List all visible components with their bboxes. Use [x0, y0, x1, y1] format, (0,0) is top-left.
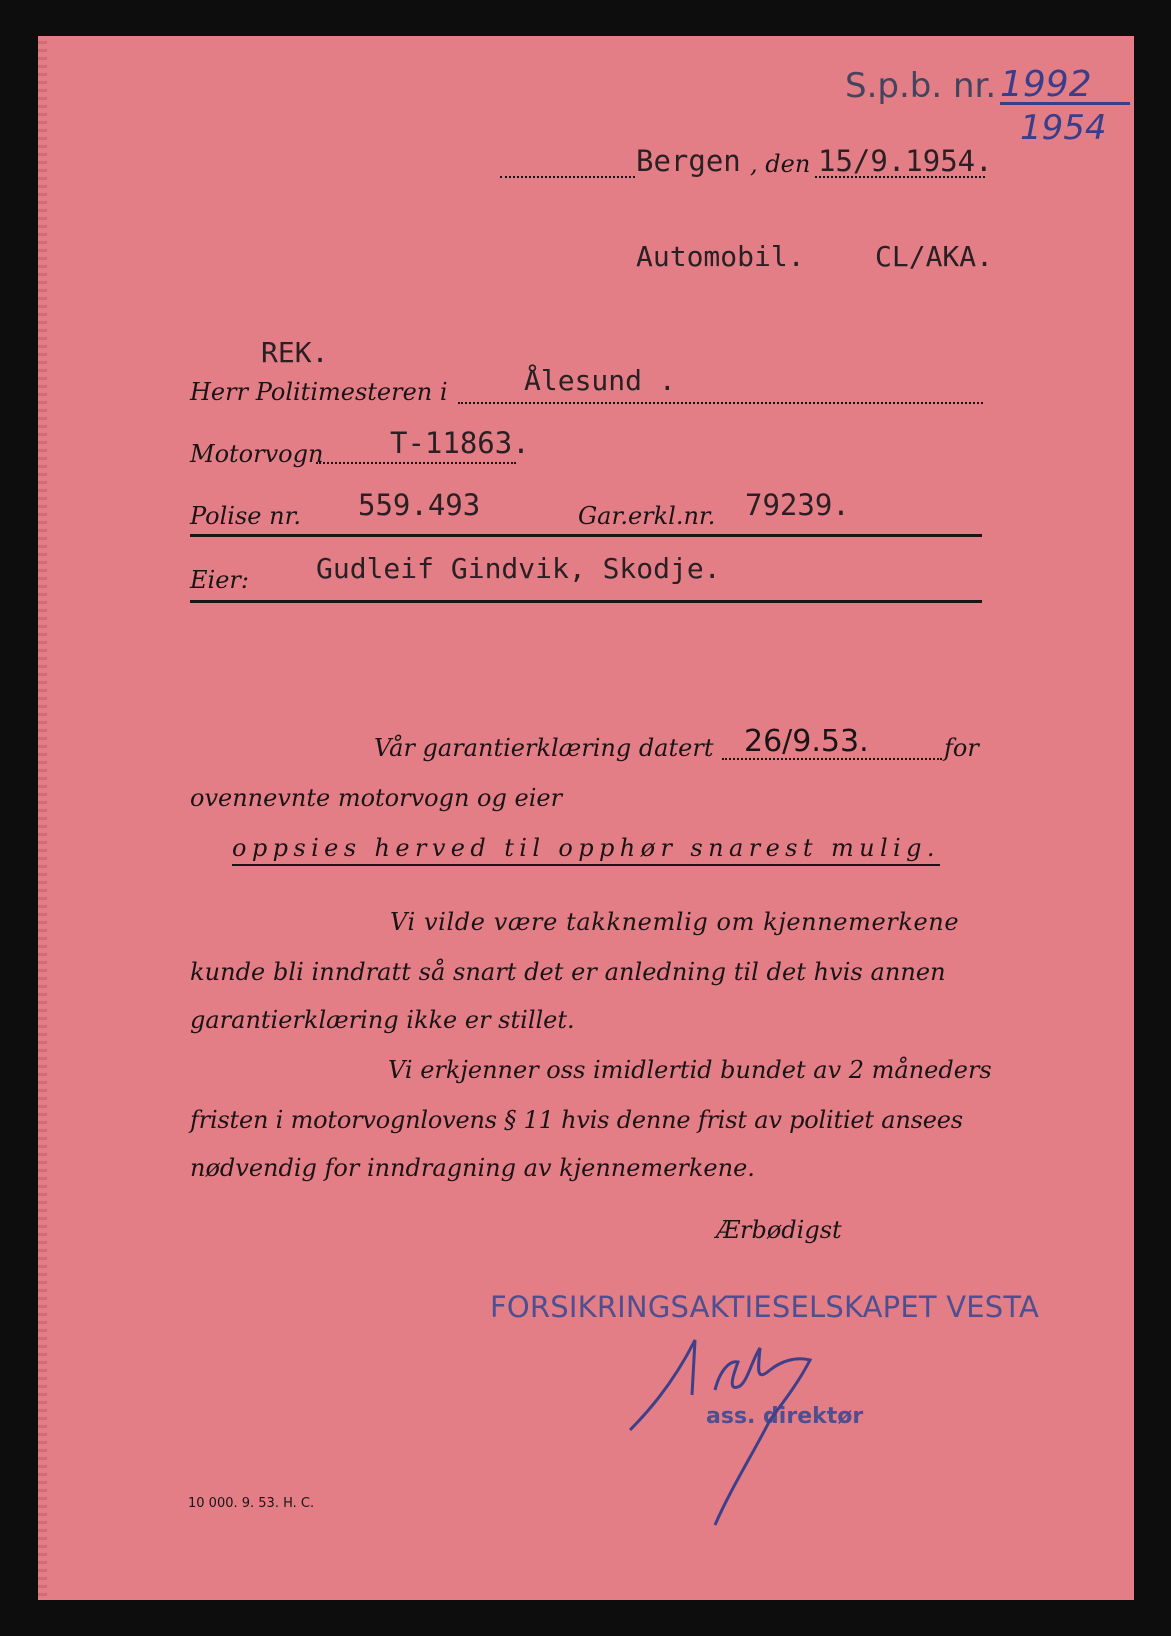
polise-value: 559.493	[358, 488, 481, 522]
eier-rule	[190, 600, 982, 603]
department: Automobil.	[636, 240, 805, 273]
reference: CL/AKA.	[875, 240, 994, 273]
spb-label: S.p.b. nr.	[845, 66, 997, 106]
body-line2: ovennevnte motorvogn og eier	[190, 784, 563, 812]
spb-number: 1992	[1000, 64, 1092, 105]
rek-label: REK.	[261, 336, 329, 369]
motorvogn-value: T-11863.	[390, 426, 530, 460]
motorvogn-label: Motorvogn	[190, 440, 324, 468]
para3-line1: Vi erkjenner oss imidlertid bundet av 2 måneders	[388, 1056, 992, 1084]
perforated-edge	[38, 36, 47, 1600]
eier-label: Eier:	[190, 566, 249, 594]
garerkl-label: Gar.erkl.nr.	[578, 502, 716, 530]
print-code: 10 000. 9. 53. H. C.	[188, 1496, 315, 1511]
recipient-label: Herr Politimesteren i	[190, 378, 448, 406]
body-line1-date: 26/9.53.	[744, 724, 869, 759]
body-line1-post: for	[944, 734, 979, 762]
polise-label: Polise nr.	[190, 502, 302, 530]
body-emphasis: oppsies herved til opphør snarest mulig.	[232, 834, 940, 862]
salutation: Ærbødigst	[716, 1216, 842, 1244]
para2-line2: kunde bli inndratt så snart det er anledning til det hvis annen	[190, 958, 946, 986]
recipient-city: Ålesund .	[524, 364, 676, 397]
motorvogn-dots	[316, 462, 516, 464]
company-stamp: FORSIKRINGSAKTIESELSKAPET VESTA	[490, 1290, 1040, 1324]
body-line1-pre: Vår garantierklæring datert	[374, 734, 714, 762]
para2-line1: Vi vilde være takknemlig om kjennemerkene	[390, 908, 960, 936]
eier-value: Gudleif Gindvik, Skodje.	[316, 552, 721, 585]
place: Bergen	[636, 144, 741, 178]
signature	[620, 1300, 880, 1530]
para3-line3: nødvendig for inndragning av kjennemerkene.	[190, 1154, 755, 1182]
spb-year: 1954	[1020, 108, 1107, 148]
para2-line3: garantierklæring ikke er stillet.	[190, 1006, 575, 1034]
den-label: , den	[750, 150, 811, 178]
spb-underline	[1000, 102, 1130, 105]
signatory-title: ass. direktør	[706, 1404, 864, 1429]
recipient-dots	[458, 402, 983, 404]
para3-line2: fristen i motorvognlovens § 11 hvis denne frist av politiet ansees	[190, 1106, 963, 1134]
place-dots	[500, 176, 635, 178]
date: 15/9.1954.	[818, 144, 993, 178]
garerkl-value: 79239.	[745, 488, 850, 522]
emphasis-rule	[232, 864, 940, 866]
polise-rule	[190, 534, 982, 537]
